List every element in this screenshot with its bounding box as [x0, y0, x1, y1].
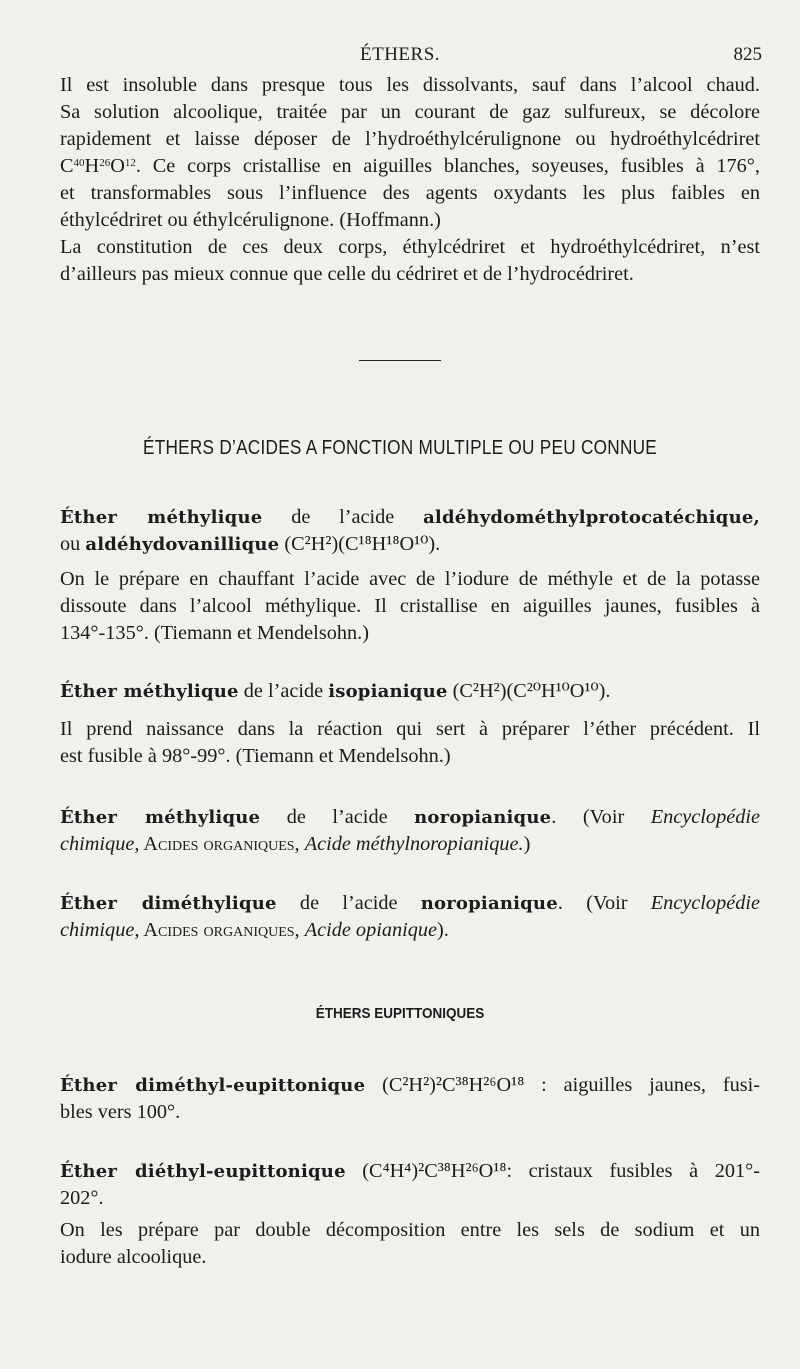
text-line: La constitution de ces deux corps, éthylcédriret et hydroéthylcédriret, n’est [60, 236, 760, 258]
acid-name: isopianique [328, 681, 448, 702]
section-heading: ÉTHERS D’ACIDES A FONCTION MULTIPLE OU PEU CONNUE [142, 437, 658, 459]
text-line: rapidement et laisse déposer de l’hydroéthylcérulignone ou hydroéthylcédriret [60, 128, 760, 150]
chemical-formula: (C⁴H⁴)²C³⁸H²⁶O¹⁸: [345, 1160, 513, 1182]
acid-name: aldéhydométhylprotocatéchique, [423, 507, 760, 528]
entry-title: Éther diméthyl-eupittonique [60, 1075, 366, 1096]
text-line: éthylcédriret ou éthylcérulignone. (Hoffmann.) [60, 209, 441, 231]
entry-title: Éther méthylique [60, 807, 261, 828]
acid-name: noropianique [414, 807, 552, 828]
closing-paragraph: On les prépare par double décomposition entre les sels de sodium et un iodure alcoolique. [60, 1219, 760, 1268]
intro-paragraph [60, 72, 760, 288]
subsection-heading: ÉTHERS EUPITTONIQUES [315, 1005, 485, 1022]
entry-aldehydovanillique: Éther méthylique de l’acide aldéhydométhylprotocatéchique, ou aldéhydovanillique (C²H²)(C¹⁸H¹⁸O¹⁰). [60, 506, 760, 555]
section-divider [359, 360, 441, 361]
entry-title: Éther diéthyl-eupittonique [60, 1161, 346, 1182]
entry-description: On le prépare en chauffant l’acide avec de l’iodure de méthyle et de la potasse dissoute dans l’alcool méthylique. Il cristallise en aiguilles jaunes, fusibles à 134°-135°. (Tiemann et Mendelsohn.) [60, 568, 760, 644]
entry-dimethyl-eupittonique: Éther diméthyl-eupittonique (C²H²)²C³⁸H²⁶O¹⁸ : aiguilles jaunes, fusi- bles vers 100°. [60, 1074, 760, 1123]
entry-isopianique: Éther méthylique de l’acide isopianique (C²H²)(C²⁰H¹⁰O¹⁰). [60, 680, 611, 702]
running-head-title: ÉTHERS. [359, 44, 441, 65]
formula-line: $C^{40}H^{26}O^{12}$. Ce corps cristallise en aiguilles blanches, soyeuses, fusibles à 176°, [60, 155, 760, 177]
chemical-formula: (C²H²)(C¹⁸H¹⁸O¹⁰). [279, 533, 441, 555]
acid-name: noropianique [420, 893, 558, 914]
chemical-formula: (C²H²)²C³⁸H²⁶O¹⁸ : [365, 1074, 547, 1096]
page-number: 825 [733, 44, 762, 65]
acid-alias: aldéhydovanillique [85, 534, 280, 555]
entry-noropianique-methyl: Éther méthylique de l’acide noropianique. (Voir Encyclopédie chimique, Acides organiques, Acide méthylnoropianique.) [60, 806, 760, 855]
entry-description: Il prend naissance dans la réaction qui sert à préparer l’éther précédent. Il est fusible à 98°-99°. (Tiemann et Mendelsohn.) [60, 718, 760, 767]
text-line: Sa solution alcoolique, traitée par un courant de gaz sulfureux, se décolore [60, 101, 760, 123]
entry-diethyl-eupittonique: Éther diéthyl-eupittonique (C⁴H⁴)²C³⁸H²⁶O¹⁸: cristaux fusibles à 201°- 202°. [60, 1160, 760, 1209]
text-line: d’ailleurs pas mieux connue que celle du cédriret et de l’hydrocédriret. [60, 263, 634, 285]
running-head [0, 44, 800, 70]
entry-title: Éther méthylique [60, 507, 263, 528]
entry-title: Éther méthylique [60, 681, 239, 702]
entry-noropianique-dimethyl: Éther diméthylique de l’acide noropianique. (Voir Encyclopédie chimique, Acides organiques, Acide opianique). [60, 892, 760, 941]
chemical-formula: (C²H²)(C²⁰H¹⁰O¹⁰). [447, 680, 611, 702]
text-line: Il est insoluble dans presque tous les dissolvants, sauf dans l’alcool chaud. [60, 74, 760, 96]
entry-title: Éther diméthylique [60, 893, 277, 914]
text-line: et transformables sous l’influence des agents oxydants les plus faibles en [60, 182, 760, 204]
